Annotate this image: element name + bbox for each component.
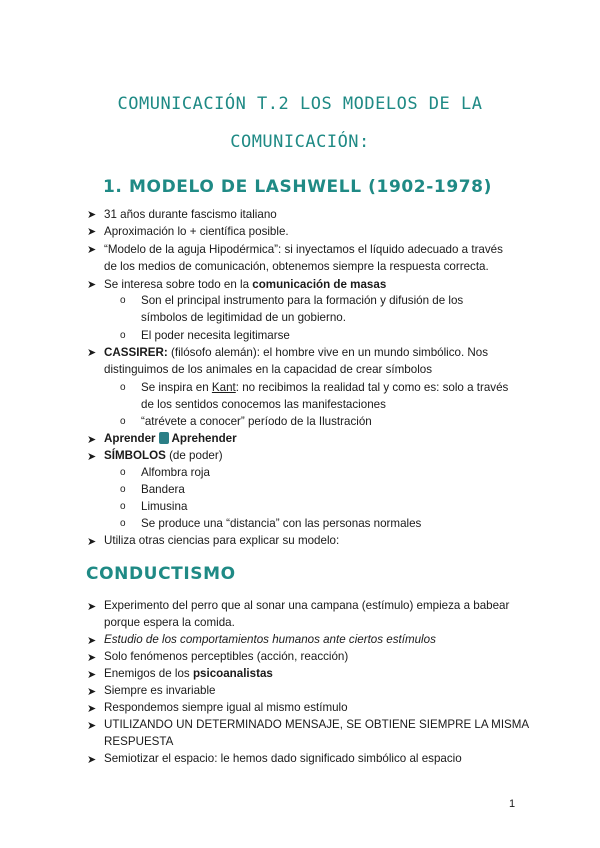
section-heading-conductismo: CONDUCTISMO (86, 564, 236, 584)
arrow-square-icon (159, 432, 169, 444)
list-item: Estudio de los comportamientos humanos ante ciertos estímulos (104, 633, 436, 646)
section-heading-lashwell: 1. MODELO DE LASHWELL (1902-1978) (103, 177, 492, 197)
list-item: Aproximación lo + científica posible. (104, 225, 289, 238)
sub-list-item-continuation: de los sentidos conocemos las manifestaciones (141, 398, 386, 411)
circle-bullet-icon: o (120, 416, 126, 427)
page-number: 1 (509, 798, 516, 810)
list-item-text: (de poder) (165, 449, 223, 462)
arrow-bullet-icon: ➤ (87, 347, 97, 359)
circle-bullet-icon: o (120, 467, 126, 478)
arrow-bullet-icon: ➤ (87, 279, 97, 291)
list-item: UTILIZANDO UN DETERMINADO MENSAJE, SE OBTIENE SIEMPRE LA MISMA (104, 718, 530, 731)
circle-bullet-icon: o (120, 501, 126, 512)
circle-bullet-icon: o (120, 330, 126, 341)
list-item: Siempre es invariable (104, 684, 216, 697)
list-item-text: (filósofo alemán): el hombre vive en un mundo simbólico. Nos (167, 346, 489, 359)
circle-bullet-icon: o (120, 484, 126, 495)
bold-term: CASSIRER: (104, 346, 168, 359)
sub-list-item: Se produce una “distancia” con las personas normales (141, 517, 422, 530)
list-item (104, 430, 237, 447)
arrow-bullet-icon: ➤ (87, 209, 97, 221)
arrow-bullet-icon: ➤ (87, 703, 97, 715)
sub-list-item: Bandera (141, 483, 185, 496)
arrow-bullet-icon: ➤ (87, 434, 97, 446)
circle-bullet-icon: o (120, 295, 126, 306)
list-item: “Modelo de la aguja Hipodérmica”: si inyectamos el líquido adecuado a través (104, 243, 503, 256)
list-item: Experimento del perro que al sonar una campana (estímulo) empieza a babear (104, 599, 510, 612)
list-item (104, 344, 488, 361)
arrow-bullet-icon: ➤ (87, 652, 97, 664)
arrow-bullet-icon: ➤ (87, 601, 97, 613)
sub-list-item: El poder necesita legitimarse (141, 329, 290, 342)
underlined-term: Kant (211, 381, 236, 394)
arrow-bullet-icon: ➤ (87, 536, 97, 548)
list-item-text: Enemigos de los (104, 667, 193, 680)
list-item: 31 años durante fascismo italiano (104, 208, 277, 221)
list-item-continuation: RESPUESTA (104, 735, 174, 748)
list-item (104, 447, 223, 464)
arrow-bullet-icon: ➤ (87, 226, 97, 238)
sub-list-item (141, 379, 508, 396)
bold-term: SÍMBOLOS (104, 449, 166, 462)
doc-title-line-2: COMUNICACIÓN: (230, 132, 370, 152)
list-item (104, 665, 273, 682)
arrow-bullet-icon: ➤ (87, 244, 97, 256)
sub-list-item: Alfombra roja (141, 466, 210, 479)
list-item: Respondemos siempre igual al mismo estímulo (104, 701, 348, 714)
list-item-continuation: de los medios de comunicación, obtenemos siempre la respuesta correcta. (104, 260, 489, 273)
list-item-continuation: distinguimos de los animales en la capacidad de crear símbolos (104, 363, 433, 376)
arrow-bullet-icon: ➤ (87, 669, 97, 681)
bold-term: comunicación de masas (252, 278, 387, 291)
list-item (104, 276, 386, 293)
bold-term: psicoanalistas (192, 667, 273, 680)
arrow-bullet-icon: ➤ (87, 451, 97, 463)
circle-bullet-icon: o (120, 382, 126, 393)
circle-bullet-icon: o (120, 518, 126, 529)
sub-list-item: Son el principal instrumento para la formación y difusión de los (141, 294, 464, 307)
doc-title-line-1: COMUNICACIÓN T.2 LOS MODELOS DE LA (117, 94, 483, 114)
arrow-bullet-icon: ➤ (87, 720, 97, 732)
list-item: Utiliza otras ciencias para explicar su modelo: (104, 534, 340, 547)
sub-list-item: Limusina (141, 500, 188, 513)
list-item-text: Se inspira en (141, 381, 212, 394)
list-item-continuation: porque espera la comida. (104, 616, 235, 629)
bold-term: Aprender (104, 432, 156, 445)
list-item: Semiotizar el espacio: le hemos dado significado simbólico al espacio (104, 752, 462, 765)
arrow-bullet-icon: ➤ (87, 635, 97, 647)
bold-term: Aprehender (171, 432, 237, 445)
arrow-bullet-icon: ➤ (87, 686, 97, 698)
list-item: Solo fenómenos perceptibles (acción, reacción) (104, 650, 349, 663)
sub-list-item-continuation: símbolos de legitimidad de un gobierno. (141, 311, 346, 324)
sub-list-item: “atrévete a conocer” período de la Ilustración (141, 415, 372, 428)
list-item-text: Se interesa sobre todo en la (104, 278, 253, 291)
list-item-text: : no recibimos la realidad tal y como es: solo a través (235, 381, 509, 394)
arrow-bullet-icon: ➤ (87, 754, 97, 766)
